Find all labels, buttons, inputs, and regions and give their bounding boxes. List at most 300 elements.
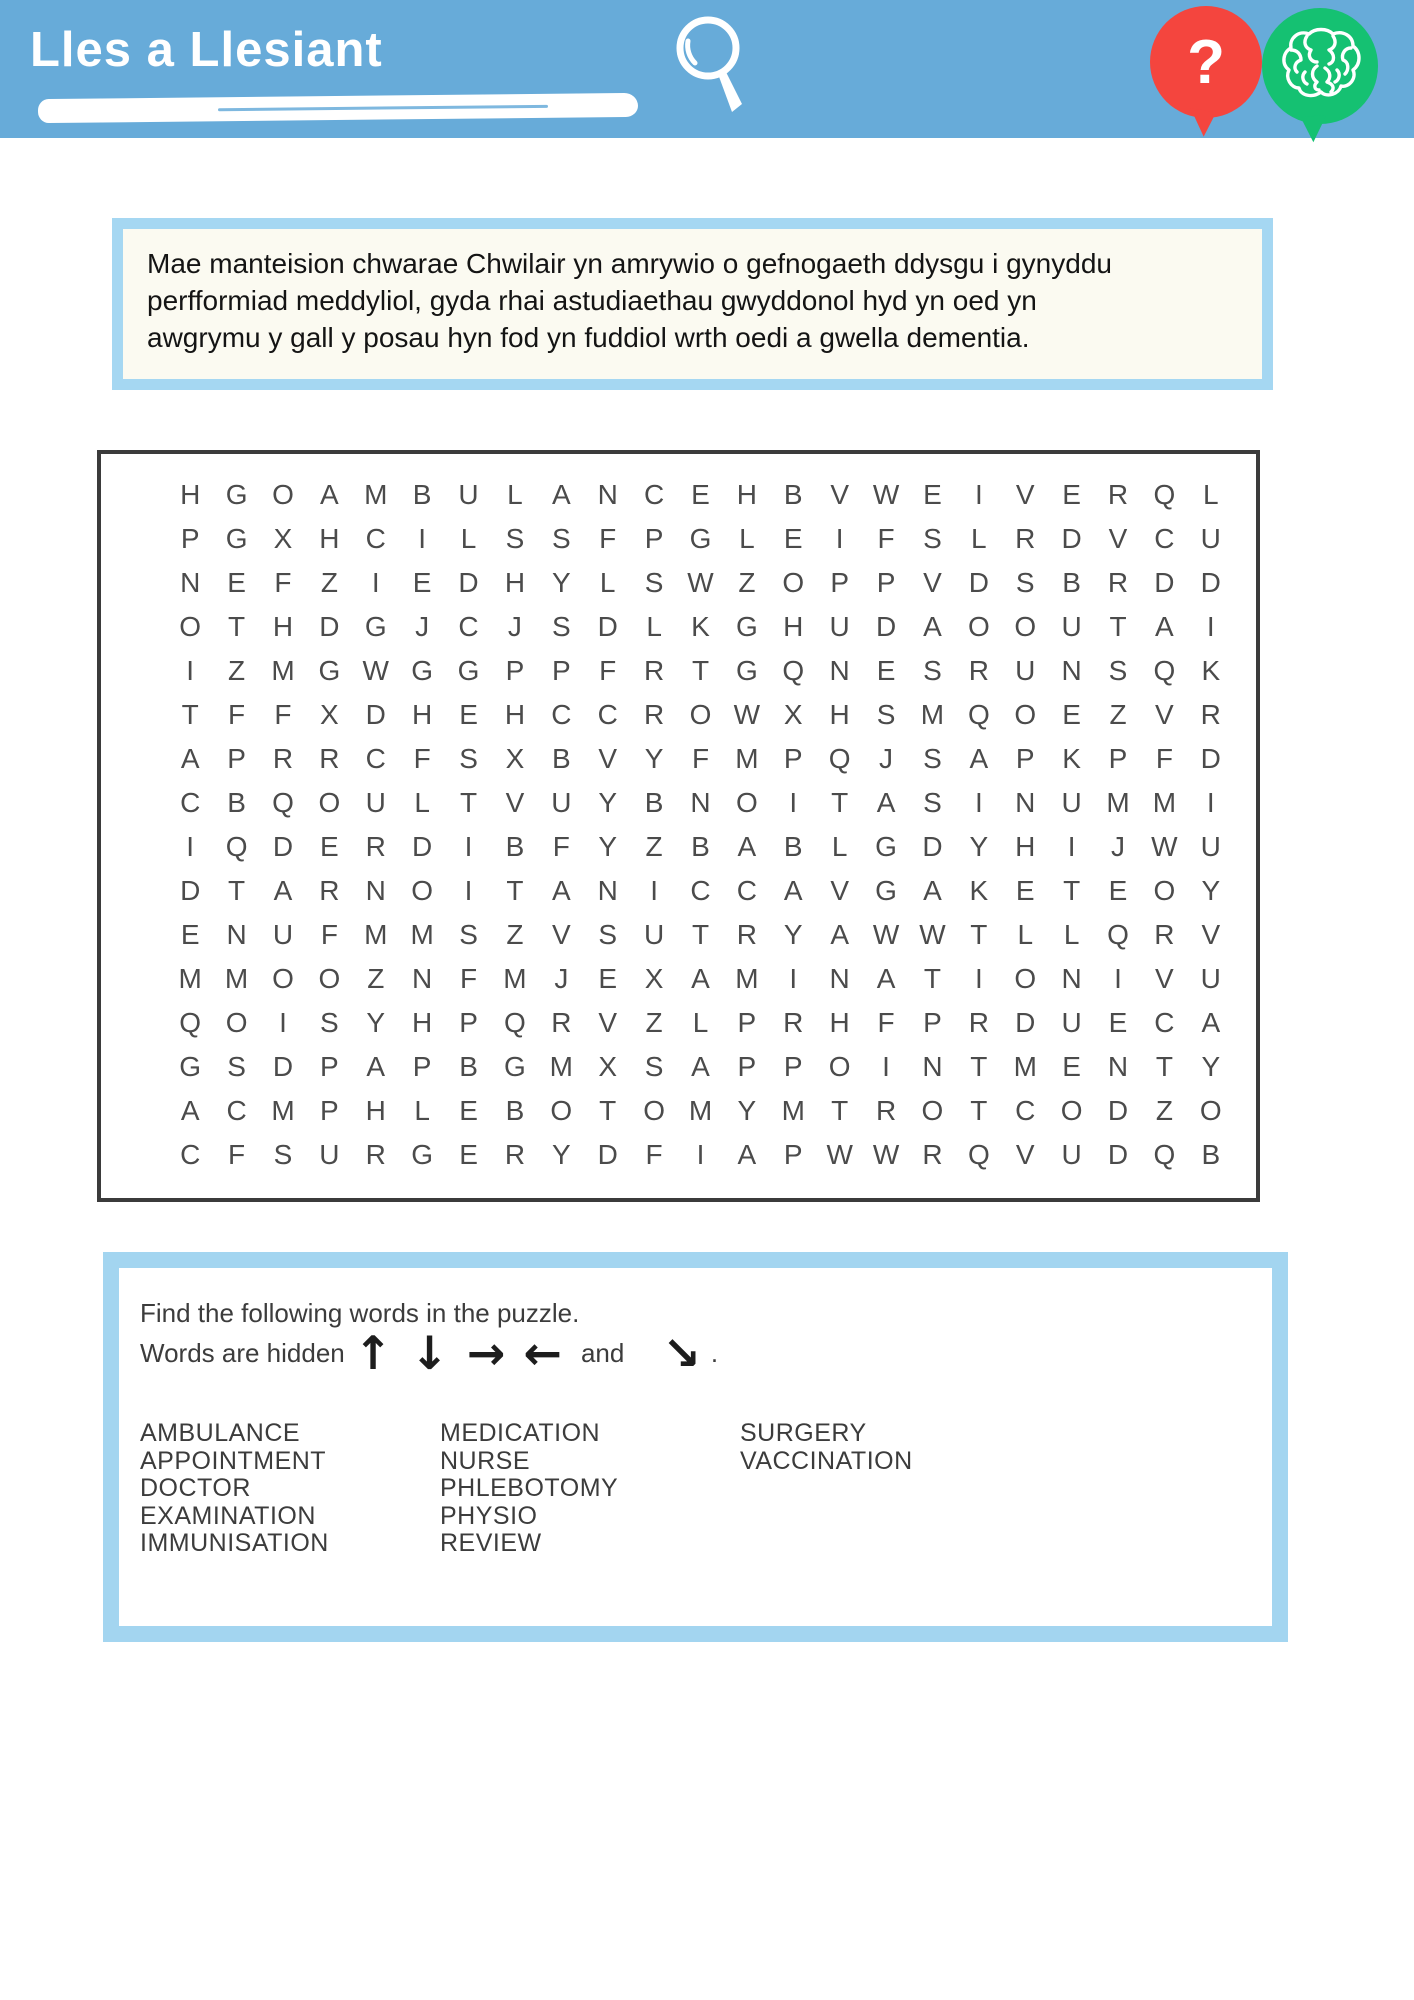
grid-letter: Z bbox=[645, 1007, 663, 1038]
puzzle-grid bbox=[167, 473, 1234, 1177]
grid-letter: L bbox=[414, 787, 430, 818]
intro-text bbox=[147, 245, 1112, 356]
grid-letter: F bbox=[691, 743, 710, 774]
grid-letter: Y bbox=[1201, 1051, 1221, 1082]
grid-letter: R bbox=[504, 1139, 526, 1170]
instructions-period: . bbox=[710, 1337, 719, 1368]
grid-letter: B bbox=[783, 479, 803, 510]
grid-letter: U bbox=[829, 611, 850, 642]
grid-letter: R bbox=[1154, 919, 1175, 950]
magnifier-icon bbox=[664, 8, 760, 125]
grid-letter: V bbox=[923, 567, 942, 598]
grid-letter: E bbox=[1062, 1051, 1081, 1082]
grid-letter: Y bbox=[598, 787, 618, 818]
word-list-item: AMBULANCE bbox=[140, 1419, 301, 1447]
word-list-item: APPOINTMENT bbox=[140, 1446, 327, 1475]
grid-letter: S bbox=[227, 1051, 246, 1082]
grid-letter: I bbox=[464, 831, 473, 862]
grid-letter: Y bbox=[1201, 875, 1221, 906]
grid-letter: R bbox=[922, 1139, 943, 1170]
grid-letter: F bbox=[228, 1139, 246, 1170]
grid-letter: U bbox=[319, 1139, 340, 1170]
grid-letter: R bbox=[643, 699, 665, 730]
grid-letter: V bbox=[830, 479, 849, 510]
grid-letter: O bbox=[828, 1051, 851, 1082]
grid-letter: G bbox=[411, 1139, 434, 1170]
grid-letter: V bbox=[505, 787, 525, 818]
grid-letter: D bbox=[597, 1139, 618, 1170]
grid-letter: Q bbox=[967, 699, 990, 730]
grid-letter: T bbox=[1063, 875, 1081, 906]
grid-letter: F bbox=[274, 699, 292, 730]
grid-letter: A bbox=[737, 1139, 757, 1170]
grid-letter: T bbox=[970, 1051, 988, 1082]
grid-letter: I bbox=[1206, 787, 1215, 818]
grid-letter: I bbox=[186, 655, 195, 686]
grid-letter: A bbox=[551, 875, 571, 906]
grid-letter: B bbox=[227, 787, 246, 818]
grid-letter: Y bbox=[551, 1139, 571, 1170]
grid-letter: N bbox=[1061, 655, 1082, 686]
word-list-item: VACCINATION bbox=[740, 1446, 913, 1475]
grid-letter: A bbox=[923, 611, 942, 642]
instructions-line2 bbox=[140, 1326, 719, 1380]
grid-letter: I bbox=[974, 963, 983, 994]
grid-letter: B bbox=[505, 831, 525, 862]
grid-letter: W bbox=[872, 1139, 900, 1170]
grid-letter: Y bbox=[598, 831, 618, 862]
grid-letter: M bbox=[410, 919, 434, 950]
grid-letter: H bbox=[504, 699, 526, 730]
grid-letter: B bbox=[1201, 1139, 1221, 1170]
grid-letter: J bbox=[554, 963, 569, 994]
grid-letter: U bbox=[551, 787, 572, 818]
grid-letter: N bbox=[829, 655, 850, 686]
grid-letter: F bbox=[877, 1007, 895, 1038]
grid-letter: U bbox=[1061, 611, 1082, 642]
grid-letter: E bbox=[1108, 875, 1128, 906]
grid-letter: S bbox=[923, 523, 942, 554]
grid-letter: V bbox=[598, 743, 618, 774]
grid-letter: O bbox=[179, 611, 202, 642]
grid-letter: T bbox=[923, 963, 941, 994]
grid-letter: C bbox=[226, 1095, 247, 1126]
grid-letter: D bbox=[1061, 523, 1082, 554]
grid-letter: R bbox=[365, 1139, 386, 1170]
grid-letter: X bbox=[644, 963, 664, 994]
grid-letter: C bbox=[1154, 523, 1175, 554]
grid-letter: H bbox=[412, 699, 433, 730]
grid-letter: P bbox=[320, 1095, 339, 1126]
grid-letter: D bbox=[180, 875, 201, 906]
grid-letter: O bbox=[967, 611, 990, 642]
grid-letter: E bbox=[459, 1139, 478, 1170]
grid-letter: I bbox=[371, 567, 380, 598]
grid-letter: A bbox=[320, 479, 339, 510]
grid-letter: H bbox=[829, 1007, 850, 1038]
grid-letter: U bbox=[1061, 787, 1082, 818]
grid-letter: B bbox=[1062, 567, 1081, 598]
grid-letter: E bbox=[227, 567, 246, 598]
grid-letter: M bbox=[224, 963, 249, 994]
grid-letter: D bbox=[319, 611, 340, 642]
grid-letter: L bbox=[599, 567, 616, 598]
grid-letter: H bbox=[272, 611, 294, 642]
grid-letter: S bbox=[644, 1051, 664, 1082]
grid-letter: A bbox=[551, 479, 571, 510]
grid-letter: A bbox=[923, 875, 942, 906]
grid-letter: O bbox=[411, 875, 434, 906]
grid-letter: Q bbox=[828, 743, 851, 774]
grid-letter: A bbox=[1201, 1007, 1221, 1038]
grid-letter: C bbox=[458, 611, 479, 642]
grid-letter: P bbox=[320, 1051, 339, 1082]
grid-letter: U bbox=[1061, 1007, 1082, 1038]
grid-letter: D bbox=[458, 567, 479, 598]
grid-letter: S bbox=[923, 743, 942, 774]
grid-letter: U bbox=[1015, 655, 1036, 686]
grid-letter: A bbox=[876, 963, 896, 994]
grid-letter: A bbox=[180, 743, 200, 774]
grid-letter: W bbox=[1151, 831, 1178, 862]
grid-letter: T bbox=[691, 655, 710, 686]
grid-letter: S bbox=[320, 1007, 339, 1038]
grid-letter: G bbox=[735, 611, 758, 642]
grid-letter: M bbox=[1152, 787, 1177, 818]
grid-letter: W bbox=[872, 479, 900, 510]
intro-line: awgrymu y gall y posau hyn fod yn fuddiol wrth oedi a gwella dementia. bbox=[147, 322, 1030, 353]
word-list-item: IMMUNISATION bbox=[140, 1529, 329, 1557]
grid-letter: T bbox=[181, 699, 199, 730]
grid-letter: P bbox=[737, 1051, 757, 1082]
grid-letter: P bbox=[505, 655, 525, 686]
word-list-item: PHLEBOTOMY bbox=[440, 1474, 619, 1502]
word-list-item: SURGERY bbox=[740, 1419, 867, 1447]
grid-letter: D bbox=[1015, 1007, 1036, 1038]
grid-letter: S bbox=[644, 567, 664, 598]
grid-letter: N bbox=[1061, 963, 1082, 994]
grid-letter: D bbox=[875, 611, 897, 642]
grid-letter: N bbox=[922, 1051, 943, 1082]
grid-letter: D bbox=[922, 831, 943, 862]
grid-letter: P bbox=[1108, 743, 1128, 774]
grid-letter: U bbox=[365, 787, 386, 818]
grid-letter: O bbox=[1014, 963, 1037, 994]
grid-letter: Z bbox=[320, 567, 338, 598]
grid-letter: I bbox=[835, 523, 844, 554]
grid-letter: T bbox=[831, 1095, 849, 1126]
grid-letter: B bbox=[505, 1095, 525, 1126]
grid-letter: G bbox=[225, 523, 248, 554]
grid-letter: Z bbox=[738, 567, 756, 598]
word-list-item: DOCTOR bbox=[140, 1474, 251, 1502]
grid-letter: I bbox=[696, 1139, 705, 1170]
grid-letter: M bbox=[1106, 787, 1130, 818]
grid-letter: Q bbox=[179, 1007, 202, 1038]
grid-letter: I bbox=[789, 787, 798, 818]
grid-letter: H bbox=[412, 1007, 433, 1038]
grid-letter: F bbox=[877, 523, 895, 554]
grid-letter: C bbox=[1015, 1095, 1036, 1126]
grid-letter: F bbox=[552, 831, 570, 862]
grid-letter: O bbox=[1014, 611, 1037, 642]
grid-letter: S bbox=[273, 1139, 293, 1170]
grid-letter: D bbox=[1154, 567, 1175, 598]
grid-letter: T bbox=[970, 919, 988, 950]
grid-letter: G bbox=[411, 655, 434, 686]
grid-letter: B bbox=[551, 743, 571, 774]
grid-letter: A bbox=[691, 963, 710, 994]
grid-letter: Y bbox=[969, 831, 989, 862]
grid-letter: N bbox=[365, 875, 386, 906]
grid-letter: M bbox=[688, 1095, 713, 1126]
grid-letter: A bbox=[180, 1095, 200, 1126]
grid-letter: G bbox=[179, 1051, 202, 1082]
grid-letter: Y bbox=[644, 743, 664, 774]
page-title: Lles a Llesiant bbox=[30, 23, 383, 77]
grid-letter: D bbox=[272, 1051, 294, 1082]
grid-letter: Z bbox=[645, 831, 663, 862]
grid-letter: P bbox=[644, 523, 664, 554]
grid-letter: Z bbox=[506, 919, 524, 950]
grid-letter: D bbox=[412, 831, 433, 862]
grid-letter: M bbox=[735, 743, 759, 774]
grid-letter: Q bbox=[504, 1007, 526, 1038]
grid-letter: E bbox=[1108, 1007, 1128, 1038]
grid-letter: F bbox=[320, 919, 338, 950]
grid-letter: N bbox=[597, 479, 618, 510]
grid-letter: C bbox=[180, 787, 201, 818]
grid-letter: E bbox=[459, 1095, 478, 1126]
grid-letter: N bbox=[1107, 1051, 1129, 1082]
grid-letter: H bbox=[180, 479, 201, 510]
grid-letter: N bbox=[597, 875, 618, 906]
grid-letter: Q bbox=[1153, 655, 1176, 686]
grid-letter: Q bbox=[1153, 479, 1176, 510]
grid-letter: X bbox=[320, 699, 339, 730]
grid-letter: Z bbox=[1109, 699, 1127, 730]
grid-letter: A bbox=[366, 1051, 386, 1082]
grid-letter: V bbox=[598, 1007, 618, 1038]
grid-letter: C bbox=[365, 743, 386, 774]
grid-letter: T bbox=[459, 787, 478, 818]
grid-letter: J bbox=[879, 743, 894, 774]
grid-letter: F bbox=[599, 655, 617, 686]
grid-letter: F bbox=[413, 743, 431, 774]
grid-letter: I bbox=[1067, 831, 1076, 862]
grid-letter: R bbox=[1107, 567, 1129, 598]
grid-letter: M bbox=[503, 963, 527, 994]
grid-letter: U bbox=[272, 919, 294, 950]
grid-letter: M bbox=[364, 919, 388, 950]
question-bubble bbox=[1150, 6, 1262, 118]
grid-letter: I bbox=[1206, 611, 1215, 642]
grid-letter: U bbox=[458, 479, 479, 510]
grid-letter: H bbox=[736, 479, 757, 510]
grid-letter: L bbox=[507, 479, 523, 510]
grid-letter: X bbox=[505, 743, 525, 774]
grid-letter: F bbox=[599, 523, 617, 554]
grid-letter: M bbox=[271, 655, 295, 686]
grid-letter: K bbox=[969, 875, 989, 906]
grid-letter: E bbox=[320, 831, 339, 862]
grid-letter: S bbox=[876, 699, 896, 730]
grid-letter: A bbox=[783, 875, 803, 906]
brush-stroke-underline bbox=[38, 93, 638, 123]
grid-letter: X bbox=[783, 699, 803, 730]
grid-letter: K bbox=[1201, 655, 1221, 686]
intro-line: perfformiad meddyliol, gyda rhai astudiaethau gwyddonol hyd yn oed yn bbox=[147, 285, 1037, 316]
grid-letter: J bbox=[507, 611, 522, 642]
grid-letter: C bbox=[690, 875, 711, 906]
brain-bubble bbox=[1262, 8, 1378, 124]
grid-letter: S bbox=[923, 655, 942, 686]
grid-letter: R bbox=[968, 1007, 989, 1038]
grid-letter: N bbox=[829, 963, 850, 994]
left-arrow-icon: ← bbox=[523, 1326, 562, 1380]
grid-letter: C bbox=[597, 699, 618, 730]
grid-letter: X bbox=[273, 523, 293, 554]
grid-letter: E bbox=[412, 567, 432, 598]
grid-letter: H bbox=[319, 523, 340, 554]
grid-letter: G bbox=[318, 655, 341, 686]
grid-letter: R bbox=[1200, 699, 1221, 730]
grid-letter: D bbox=[1200, 567, 1221, 598]
grid-letter: Q bbox=[272, 787, 294, 818]
grid-letter: M bbox=[178, 963, 202, 994]
grid-letter: P bbox=[412, 1051, 432, 1082]
grid-letter: O bbox=[1014, 699, 1037, 730]
grid-letter: O bbox=[643, 1095, 665, 1126]
grid-letter: V bbox=[1108, 523, 1128, 554]
grid-letter: Q bbox=[225, 831, 248, 862]
grid-letter: B bbox=[459, 1051, 478, 1082]
grid-letter: E bbox=[598, 963, 618, 994]
word-list-column-3 bbox=[740, 1420, 1040, 1475]
grid-letter: L bbox=[692, 1007, 709, 1038]
grid-letter: V bbox=[1155, 699, 1174, 730]
grid-letter: R bbox=[365, 831, 386, 862]
grid-letter: W bbox=[826, 1139, 853, 1170]
grid-letter: V bbox=[1201, 919, 1221, 950]
grid-letter: M bbox=[1013, 1051, 1037, 1082]
grid-letter: K bbox=[691, 611, 710, 642]
instructions-line2-prefix: Words are hidden bbox=[140, 1337, 345, 1368]
grid-letter: B bbox=[644, 787, 664, 818]
grid-letter: C bbox=[551, 699, 572, 730]
grid-letter: V bbox=[1155, 963, 1174, 994]
question-mark-icon: ? bbox=[1187, 27, 1225, 97]
grid-letter: Z bbox=[1155, 1095, 1173, 1126]
grid-letter: I bbox=[418, 523, 427, 554]
grid-letter: E bbox=[923, 479, 942, 510]
grid-letter: S bbox=[459, 919, 478, 950]
grid-letter: T bbox=[599, 1095, 617, 1126]
grid-letter: T bbox=[228, 611, 246, 642]
grid-letter: O bbox=[1199, 1095, 1222, 1126]
grid-letter: D bbox=[272, 831, 294, 862]
grid-letter: M bbox=[364, 479, 388, 510]
grid-letter: L bbox=[1203, 479, 1219, 510]
grid-letter: P bbox=[1015, 743, 1035, 774]
grid-letter: Y bbox=[737, 1095, 757, 1126]
grid-letter: G bbox=[689, 523, 712, 554]
grid-letter: B bbox=[783, 831, 803, 862]
grid-letter: E bbox=[783, 523, 803, 554]
grid-letter: P bbox=[876, 567, 896, 598]
right-arrow-icon: → bbox=[466, 1326, 506, 1380]
grid-letter: A bbox=[876, 787, 896, 818]
grid-letter: G bbox=[504, 1051, 526, 1082]
grid-letter: F bbox=[1155, 743, 1173, 774]
grid-letter: F bbox=[459, 963, 478, 994]
grid-letter: O bbox=[735, 787, 758, 818]
grid-letter: C bbox=[180, 1139, 201, 1170]
grid-letter: S bbox=[923, 787, 942, 818]
word-list-item: REVIEW bbox=[440, 1529, 542, 1557]
grid-letter: O bbox=[782, 567, 805, 598]
grid-letter: N bbox=[1015, 787, 1036, 818]
header-bar bbox=[0, 0, 1414, 138]
grid-letter: R bbox=[551, 1007, 572, 1038]
grid-letter: H bbox=[1015, 831, 1036, 862]
grid-letter: Z bbox=[228, 655, 246, 686]
grid-letter: P bbox=[923, 1007, 942, 1038]
grid-letter: I bbox=[464, 875, 473, 906]
intro-line: Mae manteision chwarae Chwilair yn amrywio o gefnogaeth ddysgu i gynyddu bbox=[147, 248, 1112, 279]
grid-letter: U bbox=[1200, 831, 1221, 862]
word-list-item: PHYSIO bbox=[440, 1501, 538, 1530]
grid-letter: Z bbox=[367, 963, 385, 994]
grid-letter: R bbox=[319, 875, 340, 906]
grid-letter: N bbox=[690, 787, 711, 818]
grid-letter: P bbox=[180, 523, 200, 554]
grid-letter: Q bbox=[967, 1139, 990, 1170]
grid-letter: F bbox=[645, 1139, 663, 1170]
word-list-box bbox=[103, 1252, 1288, 1642]
brain-icon bbox=[1277, 26, 1363, 107]
grid-letter: N bbox=[226, 919, 247, 950]
grid-letter: D bbox=[968, 567, 989, 598]
grid-letter: I bbox=[974, 787, 983, 818]
grid-letter: P bbox=[227, 743, 246, 774]
grid-letter: Y bbox=[551, 567, 571, 598]
grid-letter: I bbox=[650, 875, 658, 906]
grid-letter: D bbox=[1107, 1139, 1129, 1170]
grid-letter: B bbox=[412, 479, 432, 510]
grid-letter: I bbox=[1114, 963, 1122, 994]
grid-letter: T bbox=[1109, 611, 1127, 642]
grid-letter: N bbox=[180, 567, 201, 598]
grid-letter: I bbox=[882, 1051, 890, 1082]
word-list-column-2 bbox=[440, 1420, 740, 1558]
grid-letter: O bbox=[272, 479, 294, 510]
grid-letter: A bbox=[273, 875, 293, 906]
grid-letter: L bbox=[1063, 919, 1080, 950]
grid-letter: H bbox=[829, 699, 850, 730]
grid-letter: W bbox=[362, 655, 389, 686]
grid-letter: C bbox=[736, 875, 757, 906]
grid-letter: M bbox=[271, 1095, 295, 1126]
grid-letter: A bbox=[830, 919, 849, 950]
grid-letter: G bbox=[225, 479, 248, 510]
grid-letter: S bbox=[459, 743, 478, 774]
grid-letter: T bbox=[1155, 1051, 1173, 1082]
grid-letter: S bbox=[551, 523, 571, 554]
word-list-item: NURSE bbox=[440, 1446, 531, 1475]
grid-letter: R bbox=[272, 743, 294, 774]
grid-letter: P bbox=[459, 1007, 478, 1038]
